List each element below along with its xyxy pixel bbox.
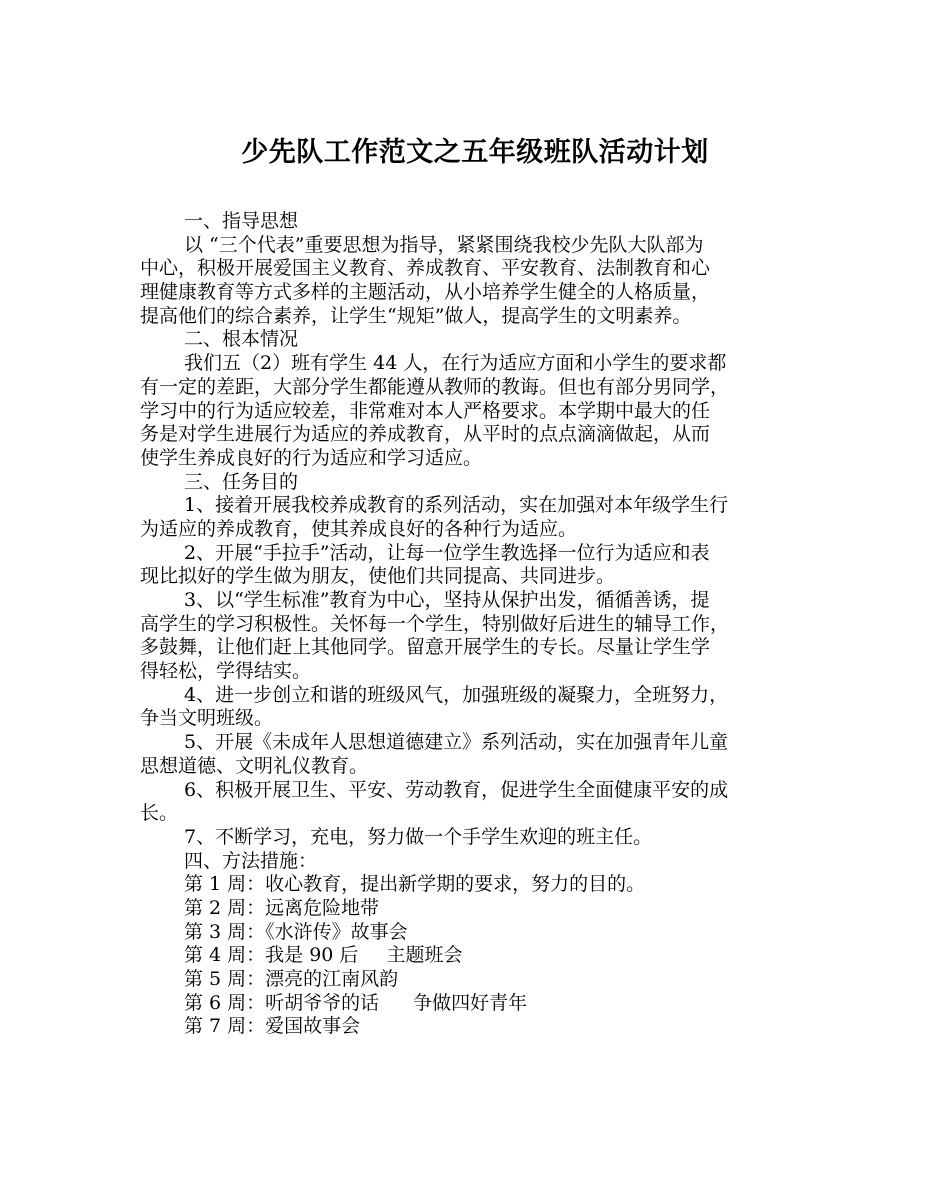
schedule-line-week-2: 第 2 周：远离危险地带: [184, 896, 380, 919]
paragraph-line: 理健康教育等方式多样的主题活动，从小培养学生健全的人格质量，: [140, 281, 711, 304]
list-item-line: 多鼓舞，让他们赶上其他同学。留意开展学生的专长。尽量让学生学: [140, 636, 711, 659]
schedule-line-week-1: 第 1 周：收心教育，提出新学期的要求，努力的目的。: [184, 873, 646, 896]
document-body: [140, 210, 812, 1039]
schedule-week-4-theme: 主题班会: [386, 944, 463, 967]
schedule-line-week-5: 第 5 周：漂亮的江南风韵: [184, 968, 399, 990]
list-item-line: 长。: [140, 802, 179, 825]
section-heading-basic-situation: 二、根本情况: [184, 328, 299, 351]
paragraph-line: 以 “三个代表”重要思想为指导，紧紧围绕我校少先队大队部为: [184, 233, 704, 256]
list-item-line: 7、不断学习，充电，努力做一个手学生欢迎的班主任。: [184, 825, 653, 848]
section-heading-methods: 四、方法措施：: [184, 849, 318, 872]
schedule-line-week-7: 第 7 周：爱国故事会: [184, 1015, 361, 1038]
page-title: 少先队工作范文之五年级班队活动计划: [241, 137, 709, 168]
list-item-line: 现比拟好的学生做为朋友，使他们共同提高、共同进步。: [140, 565, 616, 588]
section-heading-guiding-thought: 一、指导思想: [184, 210, 299, 232]
schedule-line-week-6: [140, 992, 812, 1016]
list-item-line: 为适应的养成教育，使其养成良好的各种行为适应。: [140, 517, 578, 540]
list-item-line: 高学生的学习积极性。关怀每一个学生，特别做好后进生的辅导工作，: [140, 612, 730, 635]
list-item-line: 2、开展“手拉手”活动，让每一位学生教选择一位行为适应和表: [184, 541, 710, 564]
paragraph-line: 学习中的行为适应较差，非常难对本人严格要求。本学期中最大的任: [140, 399, 711, 422]
paragraph-line: 使学生养成良好的行为适应和学习适应。: [140, 446, 483, 469]
schedule-line-week-3: 第 3 周：《水浒传》故事会: [184, 920, 408, 943]
schedule-week-4-label: 第 4 周：我是 90 后: [184, 944, 359, 967]
list-item-line: 3、以“学生标准”教育为中心，坚持从保护出发，循循善诱，提: [184, 589, 710, 611]
list-item-line: 6、积极开展卫生、平安、劳动教育，促进学生全面健康平安的成: [184, 778, 729, 801]
list-item-line: 得轻松，学得结实。: [140, 660, 312, 683]
list-item-line: 思想道德、文明礼仪教育。: [140, 754, 369, 777]
schedule-week-6-label: 第 6 周：听胡爷爷的话: [184, 991, 380, 1014]
schedule-week-6-theme: 争做四好青年: [413, 991, 528, 1014]
paragraph-line: 中心，积极开展爱国主义教育、养成教育、平安教育、法制教育和心: [140, 257, 711, 280]
list-item-line: 4、进一步创立和谐的班级风气，加强班级的凝聚力，全班努力，: [184, 683, 729, 706]
paragraph-line: 我们五（2）班有学生 44 人，在行为适应方面和小学生的要求都: [184, 352, 727, 375]
section-heading-task-goals: 三、任务目的: [184, 470, 299, 493]
list-item-line: 5、开展《未成年人思想道德建立》系列活动，实在加强青年儿童: [184, 731, 729, 754]
schedule-line-week-4: [140, 944, 812, 968]
list-item-line: 1、接着开展我校养成教育的系列活动，实在加强对本年级学生行: [184, 494, 729, 517]
paragraph-line: 有一定的差距，大部分学生都能遵从教师的教诲。但也有部分男同学，: [140, 375, 730, 398]
paragraph-line: 务是对学生进展行为适应的养成教育，从平时的点点滴滴做起，从而: [140, 423, 711, 446]
list-item-line: 争当文明班级。: [140, 707, 274, 730]
paragraph-line: 提高他们的综合素养，让学生“规矩”做人，提高学生的文明素养。: [140, 304, 692, 327]
